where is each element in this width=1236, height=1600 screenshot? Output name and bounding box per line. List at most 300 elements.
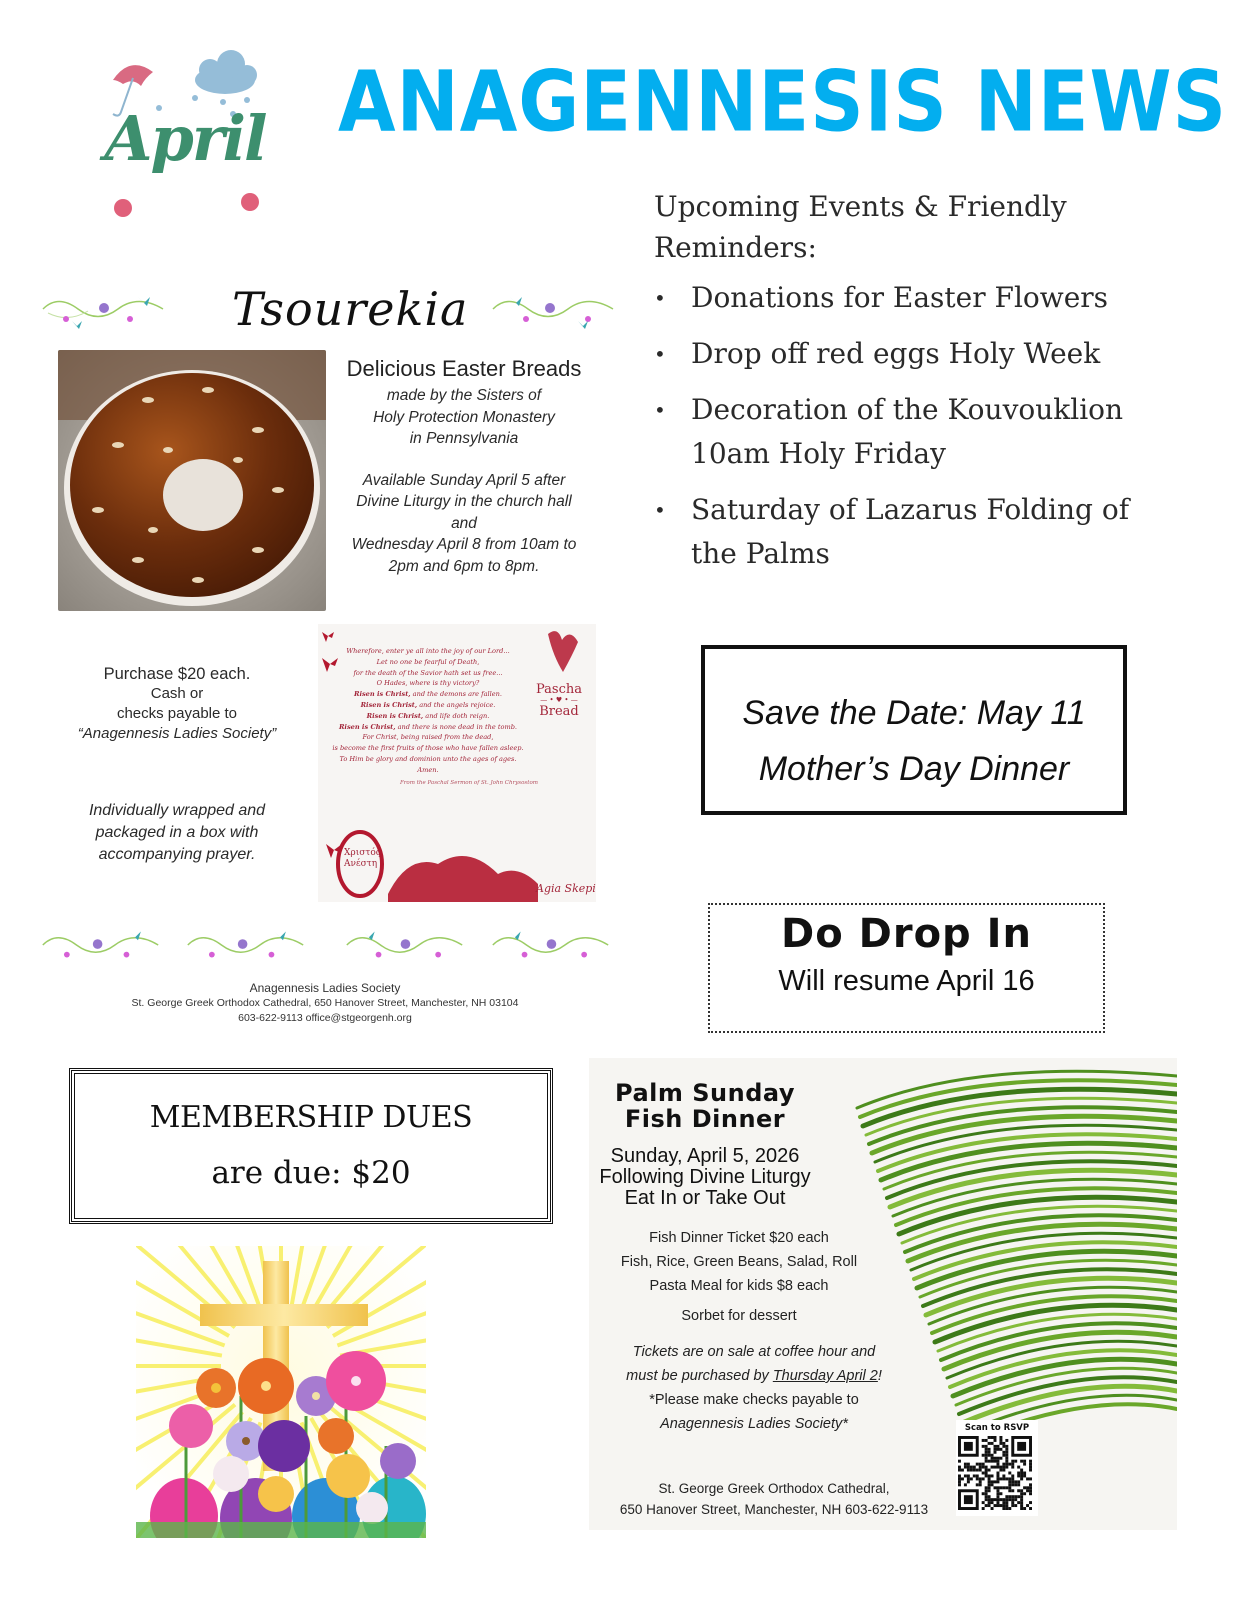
qr-module <box>979 1477 982 1480</box>
qr-module <box>994 1436 997 1439</box>
fish-ticket-info <box>589 1340 919 1436</box>
address-line1: St. George Greek Orthodox Cathedral, <box>658 1481 890 1496</box>
qr-module <box>996 1501 999 1504</box>
qr-module <box>1014 1498 1017 1501</box>
qr-module <box>1029 1483 1032 1486</box>
qr-module <box>982 1472 985 1475</box>
qr-module <box>996 1504 999 1507</box>
deadline-prefix: must be purchased by <box>626 1368 773 1384</box>
bread-maker-line: in Pennsylvania <box>409 430 519 447</box>
qr-module <box>976 1483 979 1486</box>
qr-module <box>958 1466 961 1469</box>
qr-module <box>961 1477 964 1480</box>
qr-module <box>985 1445 988 1448</box>
qr-module <box>1017 1480 1020 1483</box>
qr-module <box>1005 1504 1008 1507</box>
qr-module <box>958 1474 961 1477</box>
qr-module <box>1011 1501 1014 1504</box>
bullet-icon: • <box>654 286 666 310</box>
sermon-line <box>318 722 538 733</box>
event-item <box>654 332 1214 376</box>
qr-module <box>985 1457 988 1460</box>
qr-module <box>991 1501 994 1504</box>
drop-in-title: Do Drop In <box>781 911 1032 957</box>
qr-module <box>999 1439 1002 1442</box>
qr-module <box>1023 1492 1026 1495</box>
qr-module <box>1008 1463 1011 1466</box>
qr-module <box>982 1477 985 1480</box>
qr-module <box>1017 1466 1020 1469</box>
qr-module <box>988 1451 991 1454</box>
qr-module <box>985 1486 988 1489</box>
floral-vine-icon <box>488 925 613 965</box>
sermon-text: and the angels rejoice. <box>417 700 496 709</box>
qr-module <box>988 1477 991 1480</box>
qr-module <box>1011 1495 1014 1498</box>
qr-module <box>1008 1477 1011 1480</box>
christos-anesti-egg <box>344 848 381 870</box>
qr-module <box>985 1504 988 1507</box>
deadline-suffix: ! <box>877 1368 882 1384</box>
packaging-line: Individually wrapped and <box>88 802 266 819</box>
qr-module <box>985 1460 988 1463</box>
qr-module <box>999 1436 1002 1439</box>
sermon-text: O Hades, where is thy victory? <box>376 679 480 688</box>
fish-service: Eat In or Take Out <box>624 1187 786 1209</box>
qr-module <box>991 1457 994 1460</box>
event-text-cont: the Palms <box>691 537 830 570</box>
bread-description <box>330 356 598 577</box>
floral-vine-icon <box>38 925 163 965</box>
qr-module <box>1002 1454 1005 1457</box>
qr-module <box>1002 1504 1005 1507</box>
sermon-text: and life doth reign. <box>423 711 490 720</box>
event-item <box>654 276 1214 320</box>
pascha-label-top: Pascha <box>536 682 582 697</box>
events-heading-line2: Reminders: <box>654 231 817 264</box>
qr-module <box>988 1436 991 1439</box>
packaging-line: packaged in a box with <box>95 824 259 841</box>
qr-module <box>1020 1460 1023 1463</box>
qr-module <box>1029 1486 1032 1489</box>
sermon-text: is become the first fruits of those who have fallen asleep. <box>332 744 524 753</box>
qr-module <box>994 1439 997 1442</box>
bread-headline: Delicious Easter Breads <box>346 356 582 381</box>
bread-maker-line: made by the Sisters of <box>386 387 542 404</box>
upcoming-events <box>654 186 1214 588</box>
qr-module <box>964 1483 967 1486</box>
fish-menu: Fish, Rice, Green Beans, Salad, Roll <box>620 1254 858 1270</box>
qr-module <box>1011 1460 1014 1463</box>
qr-module <box>996 1498 999 1501</box>
qr-module <box>1002 1474 1005 1477</box>
qr-module <box>958 1477 961 1480</box>
qr-module <box>1002 1469 1005 1472</box>
fish-ticket-price: Fish Dinner Ticket $20 each <box>649 1230 829 1246</box>
qr-module <box>1011 1477 1014 1480</box>
ticket-sale-line: Tickets are on sale at coffee hour and <box>632 1344 876 1360</box>
sermon-line <box>318 754 538 765</box>
qr-module <box>1014 1504 1017 1507</box>
qr-module <box>1008 1480 1011 1483</box>
qr-module <box>985 1469 988 1472</box>
qr-module <box>1008 1507 1011 1510</box>
qr-module <box>1011 1489 1014 1492</box>
sermon-bold: Risen is Christ, <box>366 711 424 720</box>
sermon-line <box>318 700 538 711</box>
qr-module <box>985 1498 988 1501</box>
ticket-deadline: Thursday April 2 <box>772 1368 878 1384</box>
card-signature: Agia Skepi <box>536 882 596 895</box>
qr-module <box>999 1504 1002 1507</box>
qr-module <box>1023 1486 1026 1489</box>
qr-module <box>999 1498 1002 1501</box>
qr-module <box>1023 1460 1026 1463</box>
qr-module <box>1002 1442 1005 1445</box>
ticket-deadline-line <box>589 1364 919 1388</box>
qr-module <box>982 1454 985 1457</box>
qr-module <box>1017 1472 1020 1475</box>
qr-module <box>988 1480 991 1483</box>
qr-module <box>996 1445 999 1448</box>
qr-module <box>1002 1445 1005 1448</box>
qr-module <box>973 1469 976 1472</box>
qr-module <box>1005 1463 1008 1466</box>
bread-availability-line: Wednesday April 8 from 10am to <box>351 536 577 553</box>
rsvp-qr-code[interactable] <box>956 1420 1038 1516</box>
qr-module <box>1005 1495 1008 1498</box>
event-item <box>654 488 1214 576</box>
qr-module <box>1026 1489 1029 1492</box>
qr-module <box>988 1495 991 1498</box>
qr-module <box>1008 1486 1011 1489</box>
qr-module <box>996 1472 999 1475</box>
qr-module <box>988 1460 991 1463</box>
qr-module <box>985 1454 988 1457</box>
sermon-line <box>318 678 538 689</box>
society-name: Anagennesis Ladies Society <box>249 981 401 995</box>
qr-module <box>982 1439 985 1442</box>
qr-module <box>958 1480 961 1483</box>
qr-module <box>996 1460 999 1463</box>
qr-module <box>991 1474 994 1477</box>
qr-module <box>982 1507 985 1510</box>
egg-text-line2: Ανέστη <box>344 859 378 869</box>
qr-label: Scan to RSVP <box>964 1423 1030 1433</box>
qr-module <box>1005 1451 1008 1454</box>
sermon-text: Wherefore, enter ye all into the joy of our Lord... <box>346 647 510 655</box>
qr-module <box>999 1469 1002 1472</box>
qr-module <box>996 1486 999 1489</box>
fish-title-line1: Palm Sunday <box>615 1079 795 1107</box>
qr-module <box>1029 1477 1032 1480</box>
qr-module <box>1005 1507 1008 1510</box>
qr-module <box>1029 1501 1032 1504</box>
qr-module <box>1017 1495 1020 1498</box>
qr-module <box>1014 1460 1017 1463</box>
sermon-line <box>318 711 538 722</box>
qr-module <box>1011 1463 1014 1466</box>
save-the-date-box <box>701 645 1127 815</box>
qr-module <box>988 1498 991 1501</box>
events-heading <box>654 186 1214 268</box>
qr-module <box>1020 1507 1023 1510</box>
qr-module <box>1008 1489 1011 1492</box>
qr-module <box>994 1504 997 1507</box>
qr-module <box>964 1442 973 1451</box>
fish-dinner-when <box>589 1146 821 1209</box>
sermon-line <box>318 743 538 754</box>
april-logo <box>75 50 295 240</box>
sermon-line <box>318 765 538 776</box>
qr-module <box>994 1498 997 1501</box>
qr-module <box>1002 1477 1005 1480</box>
qr-module <box>1008 1495 1011 1498</box>
qr-module <box>1017 1483 1020 1486</box>
event-text: Donations for Easter Flowers <box>691 281 1109 314</box>
sermon-line <box>318 668 538 679</box>
purchase-line: Cash or <box>150 685 204 702</box>
qr-module <box>967 1463 970 1466</box>
qr-module <box>979 1466 982 1469</box>
qr-module <box>1026 1504 1029 1507</box>
event-text: Decoration of the Kouvouklion <box>691 393 1124 426</box>
qr-module <box>996 1495 999 1498</box>
tsourekia-bread-photo <box>58 350 326 611</box>
qr-module <box>982 1463 985 1466</box>
qr-module <box>1005 1477 1008 1480</box>
qr-module <box>964 1463 967 1466</box>
sermon-text: Let no one be fearful of Death, <box>376 657 480 666</box>
bullet-icon: • <box>654 498 666 522</box>
qr-module <box>1029 1492 1032 1495</box>
sermon-text: Amen. <box>417 765 439 774</box>
qr-module <box>991 1480 994 1483</box>
sermon-line <box>318 657 538 668</box>
qr-module <box>1002 1507 1005 1510</box>
qr-module <box>1020 1477 1023 1480</box>
sermon-line <box>318 689 538 700</box>
sermon-text: For Christ, being raised from the dead, <box>362 733 494 742</box>
drop-in-subtitle: Will resume April 16 <box>778 965 1035 997</box>
qr-module <box>996 1480 999 1483</box>
qr-module <box>1020 1495 1023 1498</box>
qr-module <box>1011 1474 1014 1477</box>
floral-vine-icon <box>342 925 467 965</box>
qr-module <box>999 1466 1002 1469</box>
qr-module <box>988 1469 991 1472</box>
qr-module <box>1020 1498 1023 1501</box>
qr-module <box>996 1489 999 1492</box>
qr-module <box>1005 1445 1008 1448</box>
qr-module <box>1026 1477 1029 1480</box>
qr-module <box>1005 1448 1008 1451</box>
qr-module <box>1002 1466 1005 1469</box>
qr-module <box>999 1486 1002 1489</box>
april-logo-word: April <box>104 102 266 175</box>
qr-module <box>1020 1474 1023 1477</box>
qr-module <box>996 1474 999 1477</box>
qr-module <box>988 1448 991 1451</box>
bread-availability-line: Available Sunday April 5 after <box>362 471 566 489</box>
qr-module <box>994 1445 997 1448</box>
qr-module <box>1002 1501 1005 1504</box>
qr-module <box>982 1501 985 1504</box>
qr-module <box>1029 1463 1032 1466</box>
qr-module <box>988 1474 991 1477</box>
bread-availability-line: and <box>451 514 477 532</box>
qr-module <box>985 1472 988 1475</box>
qr-module <box>999 1457 1002 1460</box>
qr-module <box>967 1474 970 1477</box>
qr-module <box>1005 1454 1008 1457</box>
qr-module <box>991 1498 994 1501</box>
sermon-bold: Risen is Christ, <box>353 690 411 699</box>
qr-module <box>985 1448 988 1451</box>
qr-module <box>991 1507 994 1510</box>
qr-module <box>1020 1489 1023 1492</box>
qr-module <box>958 1460 961 1463</box>
event-text-cont: 10am Holy Friday <box>691 437 946 470</box>
qr-module <box>1017 1489 1020 1492</box>
qr-module <box>985 1439 988 1442</box>
qr-module <box>1008 1498 1011 1501</box>
sermon-bold: Risen is Christ, <box>360 700 418 709</box>
qr-module <box>1011 1480 1014 1483</box>
sermon-source: From the Paschal Sermon of St. John Chrysostom <box>399 779 538 786</box>
egg-text-line1: Χριστός <box>344 848 381 858</box>
easter-cross-flowers-image <box>136 1246 426 1538</box>
qr-module <box>994 1480 997 1483</box>
address-line2: 650 Hanover Street, Manchester, NH 603-622-9113 <box>619 1502 929 1517</box>
qr-module <box>1020 1472 1023 1475</box>
qr-module <box>988 1501 991 1504</box>
paschal-sermon-text <box>318 646 538 788</box>
sermon-text: for the death of the Savior hath set us free... <box>353 668 503 677</box>
qr-module <box>999 1448 1002 1451</box>
qr-module <box>1002 1486 1005 1489</box>
qr-module <box>964 1495 973 1504</box>
fish-title-line2: Fish Dinner <box>624 1105 786 1133</box>
qr-module <box>996 1492 999 1495</box>
qr-module <box>958 1469 961 1472</box>
floral-vine-icon <box>38 289 168 329</box>
qr-module <box>1029 1469 1032 1472</box>
society-footer <box>100 980 550 1026</box>
sermon-text: To Him be glory and dominion unto the ages of ages. <box>339 754 517 763</box>
purchase-info <box>72 664 282 744</box>
bullet-icon: • <box>654 342 666 366</box>
purchase-price: Purchase $20 each. <box>103 665 251 683</box>
bread-availability-line: 2pm and 6pm to 8pm. <box>388 557 540 575</box>
purchase-line: checks payable to <box>116 705 238 722</box>
qr-module <box>1020 1469 1023 1472</box>
qr-module <box>1005 1498 1008 1501</box>
qr-module <box>1020 1501 1023 1504</box>
qr-module <box>985 1492 988 1495</box>
fish-date: Sunday, April 5, 2026 <box>610 1145 800 1167</box>
qr-module <box>1017 1501 1020 1504</box>
sermon-bold: Risen is Christ, <box>338 722 396 731</box>
qr-module <box>1014 1495 1017 1498</box>
mothers-day-dinner-line: Mother’s Day Dinner <box>758 750 1070 788</box>
event-text: Drop off red eggs Holy Week <box>691 337 1101 370</box>
society-contact[interactable]: 603-622-9113 office@stgeorgenh.org <box>238 1012 412 1024</box>
bread-maker-line: Holy Protection Monastery <box>373 408 555 426</box>
qr-module <box>994 1460 997 1463</box>
qr-module <box>996 1448 999 1451</box>
qr-module <box>1023 1474 1026 1477</box>
sermon-text: and there is none dead in the tomb. <box>395 722 518 731</box>
qr-code-icon[interactable] <box>958 1436 1032 1510</box>
pascha-label-bottom: Bread <box>539 704 579 719</box>
qr-module <box>996 1457 999 1460</box>
qr-module <box>996 1477 999 1480</box>
qr-module <box>988 1489 991 1492</box>
qr-module <box>1029 1507 1032 1510</box>
qr-module <box>1011 1504 1014 1507</box>
qr-module <box>1005 1501 1008 1504</box>
sermon-line <box>318 646 538 657</box>
sermon-text: and the demons are fallen. <box>410 690 503 699</box>
qr-module <box>961 1469 964 1472</box>
qr-module <box>1008 1472 1011 1475</box>
qr-module <box>991 1454 994 1457</box>
qr-module <box>1017 1442 1026 1451</box>
fish-dinner-title <box>589 1080 821 1132</box>
floral-vine-icon <box>183 925 308 965</box>
qr-module <box>1002 1498 1005 1501</box>
qr-module <box>973 1474 976 1477</box>
qr-module <box>973 1466 976 1469</box>
events-list <box>654 276 1214 576</box>
fish-dessert: Sorbet for dessert <box>681 1308 797 1324</box>
qr-module <box>991 1466 994 1469</box>
society-address: St. George Greek Orthodox Cathedral, 650 Hanover Street, Manchester, NH 03104 <box>131 997 519 1009</box>
qr-module <box>994 1486 997 1489</box>
qr-module <box>967 1480 970 1483</box>
fish-dinner-flyer <box>589 1058 1177 1530</box>
qr-module <box>1005 1460 1008 1463</box>
qr-module <box>988 1442 991 1445</box>
qr-module <box>1023 1463 1026 1466</box>
sermon-line <box>318 732 538 743</box>
membership-title: MEMBERSHIP DUES <box>149 1100 473 1135</box>
qr-module <box>991 1436 994 1439</box>
events-heading-line1: Upcoming Events & Friendly <box>654 190 1067 223</box>
qr-module <box>958 1483 961 1486</box>
qr-module <box>982 1492 985 1495</box>
qr-module <box>985 1466 988 1469</box>
qr-module <box>976 1463 979 1466</box>
do-drop-in-box <box>708 903 1105 1033</box>
qr-module <box>985 1451 988 1454</box>
event-item <box>654 388 1214 476</box>
qr-module <box>964 1466 967 1469</box>
qr-module <box>999 1477 1002 1480</box>
qr-module <box>1011 1483 1014 1486</box>
pascha-prayer-card <box>318 624 596 902</box>
save-the-date-line: Save the Date: May 11 <box>742 694 1086 732</box>
qr-module <box>1020 1492 1023 1495</box>
qr-module <box>1029 1460 1032 1463</box>
qr-module <box>976 1469 979 1472</box>
qr-module <box>996 1463 999 1466</box>
qr-module <box>979 1480 982 1483</box>
qr-module <box>1002 1451 1005 1454</box>
pascha-bread-label: Pascha — • ♥ • — Bread <box>524 682 594 719</box>
qr-module <box>1005 1439 1008 1442</box>
